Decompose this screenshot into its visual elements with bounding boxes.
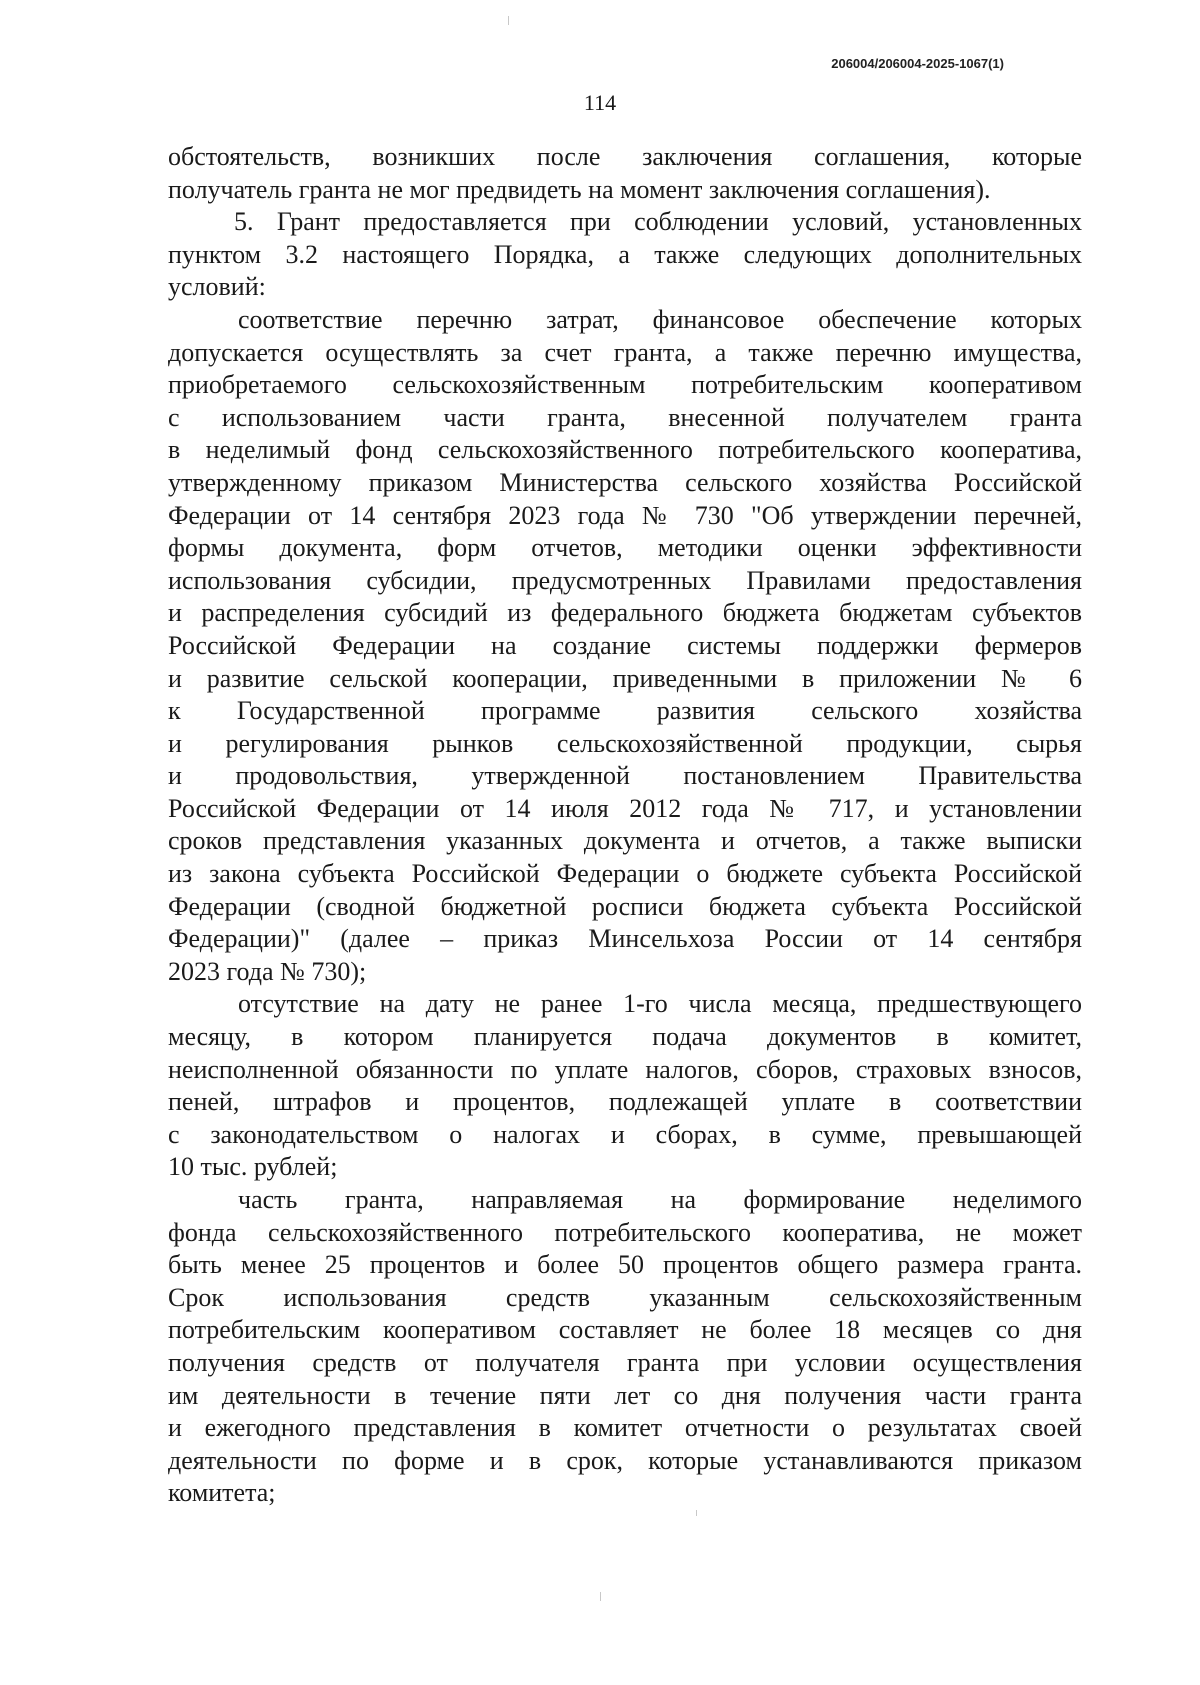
text-line: комитета; [168, 1478, 276, 1508]
text-line: соответствие перечню затрат, финансовое обеспечение которых [238, 304, 1082, 334]
text-line: Срок использования средств указанным сельскохозяйственным [168, 1282, 1082, 1312]
text-line: быть менее 25 процентов и более 50 процентов общего размера гранта. [168, 1250, 1082, 1280]
text-line: Российской Федерации от 14 июля 2012 года № 717, и установлении [168, 793, 1082, 823]
text-line: деятельности по форме и в срок, которые устанавливаются приказом [168, 1445, 1082, 1475]
text-line: Федерации (сводной бюджетной росписи бюджета субъекта Российской [168, 891, 1082, 921]
text-line: и ежегодного представления в комитет отчетности о результатах своей [168, 1413, 1082, 1443]
text-line: и распределения субсидий из федерального бюджета бюджетам субъектов [168, 598, 1082, 628]
text-line: неисполненной обязанности по уплате налогов, сборов, страховых взносов, [168, 1054, 1082, 1084]
paragraph [168, 141, 1082, 206]
text-line: обстоятельств, возникших после заключения соглашения, которые [168, 142, 1082, 171]
text-line: Федерации от 14 сентября 2023 года № 730 "Об утверждении перечней, [168, 500, 1082, 530]
scan-speck [696, 1510, 697, 1516]
text-line: получения средств от получателя гранта при условии осуществления [168, 1347, 1082, 1377]
text-line: 2023 года № 730); [168, 956, 367, 986]
text-line: Федерации)" (далее – приказ Минсельхоза России от 14 сентября [168, 924, 1082, 954]
text-line: с законодательством о налогах и сборах, в сумме, превышающей [168, 1119, 1082, 1149]
text-line: Российской Федерации на создание системы поддержки фермеров [168, 630, 1082, 660]
page-number: 114 [583, 90, 617, 115]
scan-speck [508, 16, 509, 25]
text-line: к Государственной программе развития сельского хозяйства [168, 696, 1082, 726]
text-line: получатель гранта не мог предвидеть на момент заключения соглашения). [168, 174, 991, 204]
text-line: приобретаемого сельскохозяйственным потребительским кооперативом [168, 370, 1082, 400]
text-line: 5. Грант предоставляется при соблюдении условий, установленных [234, 207, 1082, 237]
text-line: и регулирования рынков сельскохозяйственной продукции, сырья [168, 728, 1082, 758]
document-body [168, 141, 1082, 1510]
text-line: пунктом 3.2 настоящего Порядка, а также следующих дополнительных [168, 239, 1082, 269]
text-line: из закона субъекта Российской Федерации о бюджете субъекта Российской [168, 859, 1082, 889]
text-line: утвержденному приказом Министерства сельского хозяйства Российской [168, 467, 1082, 497]
text-line: сроков представления указанных документа и отчетов, а также выписки [168, 826, 1082, 856]
text-line: использования субсидии, предусмотренных Правилами предоставления [168, 565, 1082, 595]
document-id: 206004/206004-2025-1067(1) [831, 56, 1004, 71]
text-line: с использованием части гранта, внесенной получателем гранта [168, 402, 1082, 432]
scan-speck [600, 1592, 601, 1601]
text-line: им деятельности в течение пяти лет со дня получения части гранта [168, 1380, 1082, 1410]
text-line: фонда сельскохозяйственного потребительского кооператива, не может [168, 1217, 1082, 1247]
text-line: отсутствие на дату не ранее 1-го числа месяца, предшествующего [238, 989, 1082, 1019]
text-line: и развитие сельской кооперации, приведенными в приложении № 6 [168, 663, 1082, 693]
paragraph-condition-cost-list [168, 304, 1082, 988]
paragraph-condition-no-tax-debt [168, 988, 1082, 1184]
text-line: потребительским кооперативом составляет не более 18 месяцев со дня [168, 1315, 1082, 1345]
text-line: 10 тыс. рублей; [168, 1152, 338, 1182]
text-line: в неделимый фонд сельскохозяйственного потребительского кооператива, [168, 435, 1082, 465]
paragraph-condition-grant-share [168, 1184, 1082, 1510]
text-line: допускается осуществлять за счет гранта, а также перечню имущества, [168, 337, 1082, 367]
text-line: формы документа, форм отчетов, методики оценки эффективности [168, 533, 1082, 563]
text-line: условий: [168, 272, 266, 302]
paragraph-item-5 [168, 206, 1082, 304]
text-line: месяцу, в котором планируется подача документов в комитет, [168, 1022, 1082, 1052]
text-line: и продовольствия, утвержденной постановлением Правительства [168, 761, 1082, 791]
text-line: часть гранта, направляемая на формирование неделимого [238, 1185, 1082, 1214]
text-line: пеней, штрафов и процентов, подлежащей уплате в соответствии [168, 1087, 1082, 1117]
